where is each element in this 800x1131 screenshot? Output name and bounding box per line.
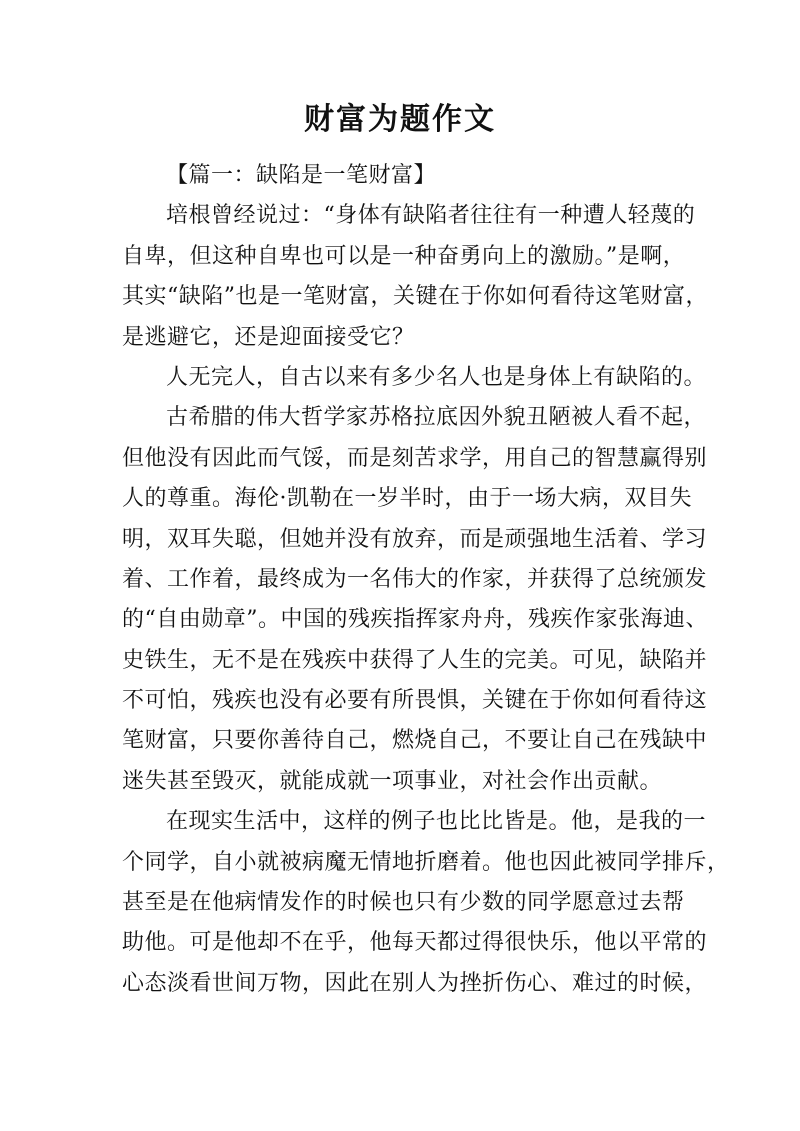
text-line: 助他。可是他却不在乎，他每天都过得很快乐，他以平常的 (122, 930, 708, 956)
text-line: 人的尊重。海伦·凯勒在一岁半时，由于一场大病，双目失 (122, 486, 692, 512)
text-line: 的“自由勋章”。中国的残疾指挥家舟舟，残疾作家张海迪、 (122, 607, 708, 633)
text-line: 但他没有因此而气馁，而是刻苦求学，用自己的智慧赢得别 (122, 445, 708, 471)
text-line: 自卑，但这种自卑也可以是一种奋勇向上的激励。”是啊， (122, 243, 686, 269)
text-line: 不可怕，残疾也没有必要有所畏惧，关键在于你如何看待这 (122, 688, 708, 714)
document-title: 财富为题作文 (304, 102, 496, 137)
text-line: 人无完人，自古以来有多少名人也是身体上有缺陷的。 (166, 364, 707, 390)
document-body (122, 156, 730, 1004)
text-line: 笔财富，只要你善待自己，燃烧自己，不要让自己在残缺中 (122, 728, 708, 754)
text-line: 甚至是在他病情发作的时候也只有少数的同学愿意过去帮 (122, 890, 685, 916)
text-line: 培根曾经说过：“身体有缺陷者往往有一种遭人轻蔑的 (166, 203, 696, 229)
text-line: 迷失甚至毁灭，就能成就一项事业，对社会作出贡献。 (122, 768, 663, 794)
text-line: 是逃避它，还是迎面接受它？ (122, 324, 415, 350)
text-line: 古希腊的伟大哲学家苏格拉底因外貌丑陋被人看不起， (166, 405, 707, 431)
text-line: 个同学，自小就被病魔无情地折磨着。他也因此被同学排斥， (122, 849, 730, 875)
text-line: 史铁生，无不是在残疾中获得了人生的完美。可见，缺陷并 (122, 647, 708, 673)
text-line: 着、工作着，最终成为一名伟大的作家，并获得了总统颁发 (122, 566, 708, 592)
text-line: 在现实生活中，这样的例子也比比皆是。他，是我的一 (166, 809, 707, 835)
text-line: 其实“缺陷”也是一笔财富，关键在于你如何看待这笔财富， (122, 284, 708, 310)
text-line: 【篇一：缺陷是一笔财富】 (166, 163, 437, 188)
text-line: 心态淡看世间万物，因此在别人为挫折伤心、难过的时候， (122, 970, 708, 996)
text-line: 明，双耳失聪，但她并没有放弃，而是顽强地生活着、学习 (122, 526, 708, 552)
